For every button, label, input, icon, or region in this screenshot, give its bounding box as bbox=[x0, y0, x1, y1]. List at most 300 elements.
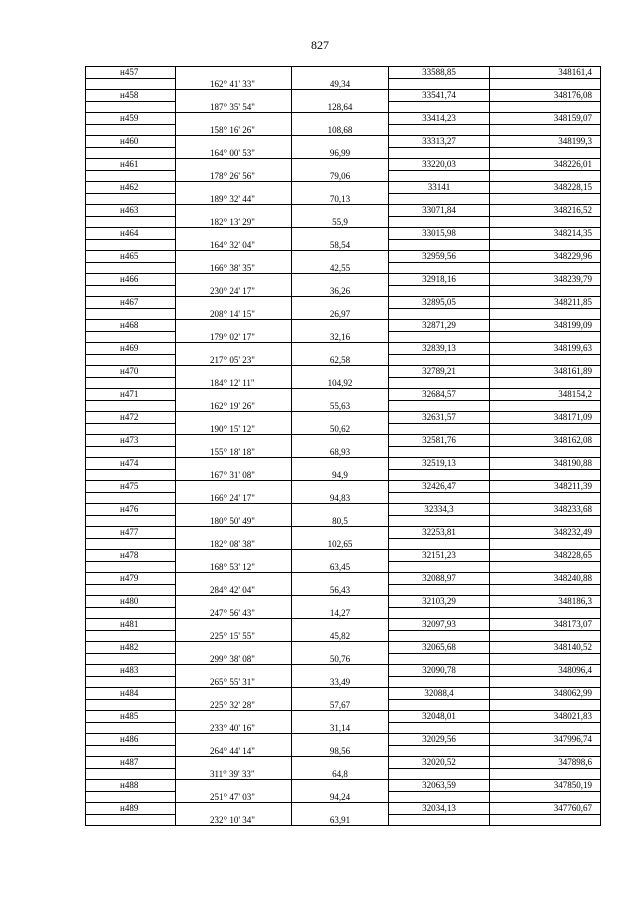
table-row-segment bbox=[86, 584, 601, 596]
x-coordinate-cell: 32519,13 bbox=[389, 458, 490, 470]
empty-distance-cell bbox=[292, 343, 389, 355]
y-coordinate-cell: 348096,4 bbox=[490, 665, 601, 677]
point-name-cell: н471 bbox=[86, 389, 176, 401]
table-row-segment bbox=[86, 239, 601, 251]
point-name-cell: н481 bbox=[86, 619, 176, 631]
x-coordinate-cell: 32871,29 bbox=[389, 320, 490, 332]
y-coordinate-cell: 348211,39 bbox=[490, 481, 601, 493]
table-row-segment bbox=[86, 377, 601, 389]
empty-y-cell bbox=[490, 78, 601, 90]
empty-x-cell bbox=[389, 814, 490, 826]
point-name-cell: н489 bbox=[86, 803, 176, 815]
table-row-segment bbox=[86, 561, 601, 573]
empty-distance-cell bbox=[292, 182, 389, 194]
table-row-point bbox=[86, 136, 601, 148]
table-row-segment bbox=[86, 101, 601, 113]
x-coordinate-cell: 32103,29 bbox=[389, 596, 490, 608]
x-coordinate-cell: 33141 bbox=[389, 182, 490, 194]
x-coordinate-cell: 33071,84 bbox=[389, 205, 490, 217]
x-coordinate-cell: 32090,78 bbox=[389, 665, 490, 677]
distance-cell: 56,43 bbox=[292, 584, 389, 596]
y-coordinate-cell: 348233,68 bbox=[490, 504, 601, 516]
x-coordinate-cell: 32034,13 bbox=[389, 803, 490, 815]
empty-x-cell bbox=[389, 78, 490, 90]
empty-y-cell bbox=[490, 216, 601, 228]
empty-angle-cell bbox=[176, 688, 292, 700]
direction-angle-cell: 180° 50' 49" bbox=[176, 515, 292, 527]
distance-cell: 104,92 bbox=[292, 377, 389, 389]
empty-name-cell bbox=[86, 262, 176, 274]
table-row-segment bbox=[86, 722, 601, 734]
x-coordinate-cell: 32048,01 bbox=[389, 711, 490, 723]
empty-y-cell bbox=[490, 239, 601, 251]
table-row-segment bbox=[86, 446, 601, 458]
y-coordinate-cell: 347850,19 bbox=[490, 780, 601, 792]
empty-angle-cell bbox=[176, 228, 292, 240]
table-row-segment bbox=[86, 630, 601, 642]
distance-cell: 55,9 bbox=[292, 216, 389, 228]
empty-y-cell bbox=[490, 354, 601, 366]
empty-name-cell bbox=[86, 515, 176, 527]
distance-cell: 94,9 bbox=[292, 469, 389, 481]
empty-name-cell bbox=[86, 492, 176, 504]
y-coordinate-cell: 348171,09 bbox=[490, 412, 601, 424]
direction-angle-cell: 217° 05' 23" bbox=[176, 354, 292, 366]
empty-y-cell bbox=[490, 676, 601, 688]
coordinates-table-body bbox=[86, 67, 601, 826]
distance-cell: 55,63 bbox=[292, 400, 389, 412]
empty-angle-cell bbox=[176, 803, 292, 815]
empty-name-cell bbox=[86, 469, 176, 481]
x-coordinate-cell: 33588,85 bbox=[389, 67, 490, 79]
empty-name-cell bbox=[86, 653, 176, 665]
table-row-segment bbox=[86, 216, 601, 228]
table-row-segment bbox=[86, 699, 601, 711]
empty-y-cell bbox=[490, 699, 601, 711]
empty-distance-cell bbox=[292, 389, 389, 401]
direction-angle-cell: 182° 13' 29" bbox=[176, 216, 292, 228]
empty-y-cell bbox=[490, 446, 601, 458]
table-row-point bbox=[86, 251, 601, 263]
empty-y-cell bbox=[490, 538, 601, 550]
empty-y-cell bbox=[490, 607, 601, 619]
table-row-point bbox=[86, 504, 601, 516]
empty-x-cell bbox=[389, 193, 490, 205]
empty-name-cell bbox=[86, 308, 176, 320]
table-row-point bbox=[86, 803, 601, 815]
table-row-segment bbox=[86, 354, 601, 366]
point-name-cell: н470 bbox=[86, 366, 176, 378]
empty-name-cell bbox=[86, 768, 176, 780]
empty-name-cell bbox=[86, 193, 176, 205]
empty-x-cell bbox=[389, 216, 490, 228]
empty-angle-cell bbox=[176, 458, 292, 470]
empty-x-cell bbox=[389, 538, 490, 550]
empty-x-cell bbox=[389, 354, 490, 366]
direction-angle-cell: 247° 56' 43" bbox=[176, 607, 292, 619]
empty-distance-cell bbox=[292, 136, 389, 148]
table-row-point bbox=[86, 458, 601, 470]
empty-name-cell bbox=[86, 239, 176, 251]
empty-angle-cell bbox=[176, 642, 292, 654]
empty-angle-cell bbox=[176, 343, 292, 355]
distance-cell: 49,34 bbox=[292, 78, 389, 90]
empty-name-cell bbox=[86, 423, 176, 435]
distance-cell: 14,27 bbox=[292, 607, 389, 619]
empty-distance-cell bbox=[292, 481, 389, 493]
empty-x-cell bbox=[389, 147, 490, 159]
distance-cell: 80,5 bbox=[292, 515, 389, 527]
table-row-point bbox=[86, 665, 601, 677]
empty-x-cell bbox=[389, 377, 490, 389]
table-row-point bbox=[86, 159, 601, 171]
table-row-point bbox=[86, 182, 601, 194]
x-coordinate-cell: 32631,57 bbox=[389, 412, 490, 424]
distance-cell: 32,16 bbox=[292, 331, 389, 343]
table-row-point bbox=[86, 412, 601, 424]
point-name-cell: н488 bbox=[86, 780, 176, 792]
empty-x-cell bbox=[389, 791, 490, 803]
point-name-cell: н461 bbox=[86, 159, 176, 171]
empty-y-cell bbox=[490, 584, 601, 596]
y-coordinate-cell: 348161,4 bbox=[490, 67, 601, 79]
empty-x-cell bbox=[389, 607, 490, 619]
y-coordinate-cell: 348199,63 bbox=[490, 343, 601, 355]
point-name-cell: н459 bbox=[86, 113, 176, 125]
table-row-segment bbox=[86, 745, 601, 757]
direction-angle-cell: 284° 42' 04" bbox=[176, 584, 292, 596]
table-row-segment bbox=[86, 308, 601, 320]
empty-distance-cell bbox=[292, 159, 389, 171]
direction-angle-cell: 166° 24' 17" bbox=[176, 492, 292, 504]
point-name-cell: н477 bbox=[86, 527, 176, 539]
point-name-cell: н462 bbox=[86, 182, 176, 194]
distance-cell: 50,62 bbox=[292, 423, 389, 435]
y-coordinate-cell: 348162,08 bbox=[490, 435, 601, 447]
y-coordinate-cell: 348228,65 bbox=[490, 550, 601, 562]
empty-y-cell bbox=[490, 515, 601, 527]
empty-distance-cell bbox=[292, 665, 389, 677]
empty-distance-cell bbox=[292, 688, 389, 700]
empty-x-cell bbox=[389, 630, 490, 642]
distance-cell: 58,54 bbox=[292, 239, 389, 251]
empty-name-cell bbox=[86, 101, 176, 113]
empty-name-cell bbox=[86, 78, 176, 90]
empty-angle-cell bbox=[176, 619, 292, 631]
empty-y-cell bbox=[490, 331, 601, 343]
direction-angle-cell: 184° 12' 11" bbox=[176, 377, 292, 389]
empty-distance-cell bbox=[292, 550, 389, 562]
empty-x-cell bbox=[389, 239, 490, 251]
y-coordinate-cell: 348228,15 bbox=[490, 182, 601, 194]
empty-x-cell bbox=[389, 584, 490, 596]
table-row-point bbox=[86, 619, 601, 631]
direction-angle-cell: 190° 15' 12" bbox=[176, 423, 292, 435]
empty-distance-cell bbox=[292, 504, 389, 516]
x-coordinate-cell: 33015,98 bbox=[389, 228, 490, 240]
x-coordinate-cell: 32789,21 bbox=[389, 366, 490, 378]
empty-distance-cell bbox=[292, 251, 389, 263]
table-row-point bbox=[86, 389, 601, 401]
empty-angle-cell bbox=[176, 274, 292, 286]
distance-cell: 45,82 bbox=[292, 630, 389, 642]
y-coordinate-cell: 348239,79 bbox=[490, 274, 601, 286]
empty-distance-cell bbox=[292, 90, 389, 102]
table-row-segment bbox=[86, 607, 601, 619]
empty-distance-cell bbox=[292, 412, 389, 424]
empty-distance-cell bbox=[292, 527, 389, 539]
empty-distance-cell bbox=[292, 435, 389, 447]
point-name-cell: н485 bbox=[86, 711, 176, 723]
table-row-segment bbox=[86, 400, 601, 412]
empty-angle-cell bbox=[176, 182, 292, 194]
y-coordinate-cell: 348190,88 bbox=[490, 458, 601, 470]
empty-name-cell bbox=[86, 561, 176, 573]
table-row-segment bbox=[86, 492, 601, 504]
y-coordinate-cell: 348173,07 bbox=[490, 619, 601, 631]
y-coordinate-cell: 348229,96 bbox=[490, 251, 601, 263]
empty-y-cell bbox=[490, 653, 601, 665]
point-name-cell: н465 bbox=[86, 251, 176, 263]
x-coordinate-cell: 32334,3 bbox=[389, 504, 490, 516]
distance-cell: 102,65 bbox=[292, 538, 389, 550]
distance-cell: 36,26 bbox=[292, 285, 389, 297]
page-number: 827 bbox=[311, 38, 329, 52]
empty-distance-cell bbox=[292, 274, 389, 286]
empty-y-cell bbox=[490, 193, 601, 205]
table-row-point bbox=[86, 642, 601, 654]
empty-name-cell bbox=[86, 147, 176, 159]
table-row-segment bbox=[86, 676, 601, 688]
empty-y-cell bbox=[490, 561, 601, 573]
point-name-cell: н475 bbox=[86, 481, 176, 493]
distance-cell: 31,14 bbox=[292, 722, 389, 734]
empty-y-cell bbox=[490, 308, 601, 320]
point-name-cell: н486 bbox=[86, 734, 176, 746]
distance-cell: 62,58 bbox=[292, 354, 389, 366]
table-row-segment bbox=[86, 515, 601, 527]
x-coordinate-cell: 33541,74 bbox=[389, 90, 490, 102]
distance-cell: 57,67 bbox=[292, 699, 389, 711]
empty-x-cell bbox=[389, 124, 490, 136]
empty-distance-cell bbox=[292, 619, 389, 631]
table-row-segment bbox=[86, 653, 601, 665]
empty-name-cell bbox=[86, 791, 176, 803]
empty-angle-cell bbox=[176, 504, 292, 516]
direction-angle-cell: 251° 47' 03" bbox=[176, 791, 292, 803]
table-row-point bbox=[86, 481, 601, 493]
empty-angle-cell bbox=[176, 573, 292, 585]
empty-name-cell bbox=[86, 722, 176, 734]
x-coordinate-cell: 32918,16 bbox=[389, 274, 490, 286]
coordinates-table bbox=[85, 66, 601, 826]
empty-name-cell bbox=[86, 745, 176, 757]
direction-angle-cell: 182° 08' 38" bbox=[176, 538, 292, 550]
empty-x-cell bbox=[389, 722, 490, 734]
direction-angle-cell: 162° 19' 26" bbox=[176, 400, 292, 412]
direction-angle-cell: 166° 38' 35" bbox=[176, 262, 292, 274]
distance-cell: 68,93 bbox=[292, 446, 389, 458]
direction-angle-cell: 311° 39' 33" bbox=[176, 768, 292, 780]
empty-y-cell bbox=[490, 124, 601, 136]
y-coordinate-cell: 348214,35 bbox=[490, 228, 601, 240]
table-row-point bbox=[86, 113, 601, 125]
direction-angle-cell: 164° 32' 04" bbox=[176, 239, 292, 251]
point-name-cell: н473 bbox=[86, 435, 176, 447]
table-row-point bbox=[86, 205, 601, 217]
empty-distance-cell bbox=[292, 113, 389, 125]
point-name-cell: н479 bbox=[86, 573, 176, 585]
y-coordinate-cell: 347996,74 bbox=[490, 734, 601, 746]
y-coordinate-cell: 348186,3 bbox=[490, 596, 601, 608]
distance-cell: 63,91 bbox=[292, 814, 389, 826]
empty-x-cell bbox=[389, 515, 490, 527]
empty-angle-cell bbox=[176, 596, 292, 608]
empty-angle-cell bbox=[176, 159, 292, 171]
empty-distance-cell bbox=[292, 711, 389, 723]
empty-y-cell bbox=[490, 101, 601, 113]
table-row-point bbox=[86, 274, 601, 286]
empty-name-cell bbox=[86, 676, 176, 688]
point-name-cell: н482 bbox=[86, 642, 176, 654]
distance-cell: 96,99 bbox=[292, 147, 389, 159]
table-row-point bbox=[86, 596, 601, 608]
empty-distance-cell bbox=[292, 780, 389, 792]
point-name-cell: н478 bbox=[86, 550, 176, 562]
distance-cell: 108,68 bbox=[292, 124, 389, 136]
empty-angle-cell bbox=[176, 527, 292, 539]
direction-angle-cell: 233° 40' 16" bbox=[176, 722, 292, 734]
y-coordinate-cell: 348159,07 bbox=[490, 113, 601, 125]
empty-angle-cell bbox=[176, 320, 292, 332]
x-coordinate-cell: 32895,05 bbox=[389, 297, 490, 309]
x-coordinate-cell: 32959,56 bbox=[389, 251, 490, 263]
x-coordinate-cell: 33220,03 bbox=[389, 159, 490, 171]
empty-angle-cell bbox=[176, 67, 292, 79]
empty-angle-cell bbox=[176, 665, 292, 677]
x-coordinate-cell: 32088,97 bbox=[389, 573, 490, 585]
empty-angle-cell bbox=[176, 481, 292, 493]
direction-angle-cell: 167° 31' 08" bbox=[176, 469, 292, 481]
table-row-point bbox=[86, 297, 601, 309]
distance-cell: 70,13 bbox=[292, 193, 389, 205]
empty-name-cell bbox=[86, 607, 176, 619]
empty-name-cell bbox=[86, 354, 176, 366]
distance-cell: 94,83 bbox=[292, 492, 389, 504]
distance-cell: 50,76 bbox=[292, 653, 389, 665]
y-coordinate-cell: 348240,88 bbox=[490, 573, 601, 585]
empty-x-cell bbox=[389, 423, 490, 435]
y-coordinate-cell: 347760,67 bbox=[490, 803, 601, 815]
x-coordinate-cell: 32063,59 bbox=[389, 780, 490, 792]
empty-name-cell bbox=[86, 538, 176, 550]
point-name-cell: н463 bbox=[86, 205, 176, 217]
point-name-cell: н457 bbox=[86, 67, 176, 79]
table-row-segment bbox=[86, 78, 601, 90]
empty-name-cell bbox=[86, 216, 176, 228]
table-row-segment bbox=[86, 768, 601, 780]
empty-distance-cell bbox=[292, 573, 389, 585]
table-row-point bbox=[86, 780, 601, 792]
x-coordinate-cell: 33313,27 bbox=[389, 136, 490, 148]
empty-y-cell bbox=[490, 745, 601, 757]
table-row-segment bbox=[86, 469, 601, 481]
point-name-cell: н472 bbox=[86, 412, 176, 424]
empty-y-cell bbox=[490, 377, 601, 389]
y-coordinate-cell: 348176,08 bbox=[490, 90, 601, 102]
table-row-point bbox=[86, 366, 601, 378]
table-row-segment bbox=[86, 147, 601, 159]
empty-y-cell bbox=[490, 469, 601, 481]
empty-distance-cell bbox=[292, 458, 389, 470]
table-row-segment bbox=[86, 124, 601, 136]
table-row-point bbox=[86, 320, 601, 332]
table-row-segment bbox=[86, 331, 601, 343]
table-row-segment bbox=[86, 262, 601, 274]
empty-distance-cell bbox=[292, 67, 389, 79]
empty-angle-cell bbox=[176, 780, 292, 792]
empty-x-cell bbox=[389, 699, 490, 711]
empty-distance-cell bbox=[292, 320, 389, 332]
point-name-cell: н466 bbox=[86, 274, 176, 286]
x-coordinate-cell: 32581,76 bbox=[389, 435, 490, 447]
direction-angle-cell: 179° 02' 17" bbox=[176, 331, 292, 343]
x-coordinate-cell: 32151,23 bbox=[389, 550, 490, 562]
empty-angle-cell bbox=[176, 435, 292, 447]
empty-name-cell bbox=[86, 170, 176, 182]
empty-angle-cell bbox=[176, 711, 292, 723]
point-name-cell: н458 bbox=[86, 90, 176, 102]
direction-angle-cell: 265° 55' 31" bbox=[176, 676, 292, 688]
y-coordinate-cell: 347898,6 bbox=[490, 757, 601, 769]
direction-angle-cell: 178° 26' 56" bbox=[176, 170, 292, 182]
point-name-cell: н484 bbox=[86, 688, 176, 700]
empty-x-cell bbox=[389, 745, 490, 757]
empty-y-cell bbox=[490, 722, 601, 734]
empty-name-cell bbox=[86, 630, 176, 642]
x-coordinate-cell: 32253,81 bbox=[389, 527, 490, 539]
table-row-point bbox=[86, 67, 601, 79]
x-coordinate-cell: 32020,52 bbox=[389, 757, 490, 769]
empty-x-cell bbox=[389, 331, 490, 343]
x-coordinate-cell: 32029,56 bbox=[389, 734, 490, 746]
x-coordinate-cell: 32065,68 bbox=[389, 642, 490, 654]
empty-y-cell bbox=[490, 400, 601, 412]
y-coordinate-cell: 348140,52 bbox=[490, 642, 601, 654]
x-coordinate-cell: 33414,23 bbox=[389, 113, 490, 125]
empty-x-cell bbox=[389, 400, 490, 412]
empty-angle-cell bbox=[176, 251, 292, 263]
empty-name-cell bbox=[86, 699, 176, 711]
distance-cell: 63,45 bbox=[292, 561, 389, 573]
direction-angle-cell: 168° 53' 12" bbox=[176, 561, 292, 573]
y-coordinate-cell: 348199,09 bbox=[490, 320, 601, 332]
empty-name-cell bbox=[86, 400, 176, 412]
point-name-cell: н483 bbox=[86, 665, 176, 677]
y-coordinate-cell: 348062,99 bbox=[490, 688, 601, 700]
empty-distance-cell bbox=[292, 297, 389, 309]
empty-distance-cell bbox=[292, 366, 389, 378]
table-row-point bbox=[86, 734, 601, 746]
table-row-point bbox=[86, 435, 601, 447]
distance-cell: 98,56 bbox=[292, 745, 389, 757]
empty-y-cell bbox=[490, 147, 601, 159]
direction-angle-cell: 264° 44' 14" bbox=[176, 745, 292, 757]
table-row-segment bbox=[86, 538, 601, 550]
table-row-segment bbox=[86, 814, 601, 826]
empty-angle-cell bbox=[176, 550, 292, 562]
direction-angle-cell: 189° 32' 44" bbox=[176, 193, 292, 205]
